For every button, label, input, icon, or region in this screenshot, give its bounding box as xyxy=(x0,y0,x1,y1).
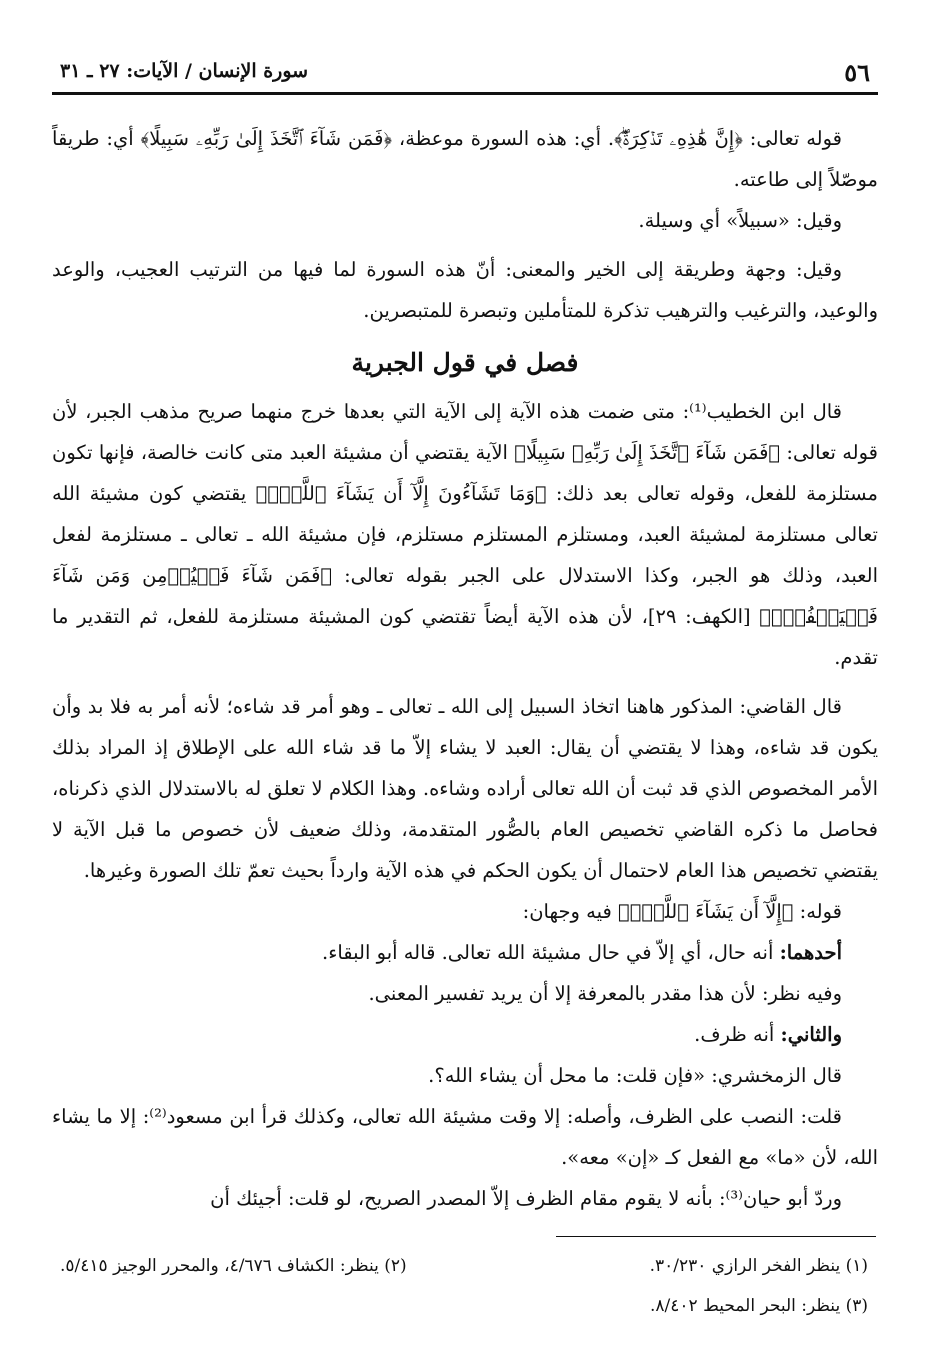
paragraph: وقيل: وجهة وطريقة إلى الخير والمعنى: أنّ هذه السورة لما فيها من الترتيب العجيب، والوعد والوعيد، والترغيب والترهيب تذكرة للمتأملين وتبصرة للمتبصرين. xyxy=(52,258,878,322)
footnote-row xyxy=(60,1246,868,1286)
paragraph: وردّ أبو حيان⁽³⁾: بأنه لا يقوم مقام الظرف إلاّ المصدر الصريح، لو قلت: أجيئك أن xyxy=(210,1187,842,1210)
paragraph: قوله تعالى: ﴿إِنَّ هَٰذِهِۦ تَذۡكِرَةٌۖ﴾. أي: هذه السورة موعظة، ﴿فَمَن شَآءَ ٱتَّخَذَ إِلَىٰ رَبِّهِۦ سَبِيلًا﴾ أي: طريقاً موصّلاً إلى طاعته. xyxy=(52,127,878,191)
paragraph: قال القاضي: المذكور هاهنا اتخاذ السبيل إلى الله ـ تعالى ـ وهو أمر قد شاءه؛ لأنه أمر به فلا بد وأن يكون قد شاءه، وهذا لا يقتضي أن يقال: العبد لا يشاء إلاّ ما قد شاء الله على الإطلاق إذ المراد بذلك الأمر المخصوص الذي قد ثبت أن الله تعالى أراده وشاءه. وهذا الكلام لا تعلق له بالاستدلال الذي ذكرناه، فحاصل ما ذكره القاضي تخصيص العام بالصُّور المتقدمة، وذلك ضعيف لأن خصوص ما قبل الآية لا يقتضي تخصيص هذا العام لاحتمال أن يكون الحكم في هذه الآية وارداً بحيث تعمّ تلك الصورة وغيرها. xyxy=(52,695,878,882)
paragraph: قال ابن الخطيب⁽¹⁾: متى ضمت هذه الآية إلى الآية التي بعدها خرج منهما صريح مذهب الجبر، لأن قوله تعالى: ﴿فَمَن شَآءَ ٱتَّخَذَ إِلَىٰ رَبِّهِۦ سَبِيلًا﴾ الآية يقتضي أن مشيئة العبد متى كانت خالصة، فإنها تكون مستلزمة للفعل، وقوله تعالى بعد ذلك: ﴿وَمَا تَشَآءُونَ إِلَّآ أَن يَشَآءَ ٱللَّهُۚ﴾ يقتضي كون مشيئة الله تعالى مستلزمة لمشيئة العبد، ومستلزم المستلزم مستلزم، فإن مشيئة الله ـ تعالى ـ مستلزمة لفعل العبد، وذلك هو الجبر، وكذا الاستدلال على الجبر بقوله تعالى: ﴿فَمَن شَآءَ فَلۡيُؤۡمِن وَمَن شَآءَ فَلۡيَكۡفُرۡۚ﴾ [الكهف: ٢٩]، لأن هذه الآية أيضاً تقتضي كون المشيئة مستلزمة للفعل، ثم التقدير ما تقدم. xyxy=(52,400,878,669)
first-text: أنه حال، أي إلاّ في حال مشيئة الله تعالى. قاله أبو البقاء. xyxy=(322,941,780,964)
paragraph: قال الزمخشري: «فإن قلت: ما محل أن يشاء الله؟. xyxy=(428,1064,842,1087)
footnote-separator xyxy=(556,1236,876,1237)
paragraph xyxy=(52,1014,878,1055)
footnote-2: (٢) ينظر: الكشاف ٤/٦٧٦، والمحرر الوجيز ٥/٤١٥. xyxy=(60,1256,407,1276)
paragraph: وقيل: «سبيلاً» أي وسيلة. xyxy=(638,209,842,232)
body-text xyxy=(52,118,878,1219)
running-header xyxy=(52,52,878,95)
second-label: والثاني: xyxy=(780,1023,842,1046)
paragraph: قوله: ﴿إِلَّآ أَن يَشَآءَ ٱللَّهُۚ﴾ فيه وجهان: xyxy=(522,900,842,923)
second-text: أنه ظرف. xyxy=(694,1023,781,1046)
paragraph: قلت: النصب على الظرف، وأصله: إلا وقت مشيئة الله تعالى، وكذلك قرأ ابن مسعود⁽²⁾: إلا ما يشاء الله، لأن «ما» مع الفعل كـ «إن» معه». xyxy=(52,1105,878,1169)
footnote-1: (١) ينظر الفخر الرازي ٣٠/٢٣٠. xyxy=(649,1256,868,1276)
running-title: سورة الإنسان / الآيات: ٢٧ ـ ٣١ xyxy=(60,60,309,82)
section-heading: فصل في قول الجبرية xyxy=(351,348,579,377)
footnote-3: (٣) ينظر: البحر المحيط ٨/٤٠٢. xyxy=(650,1296,868,1316)
paragraph xyxy=(52,932,878,973)
first-label: أحدهما: xyxy=(779,941,842,964)
footnotes xyxy=(60,1246,868,1326)
page-number: ٥٦ xyxy=(844,58,870,87)
paragraph: وفيه نظر: لأن هذا مقدر بالمعرفة إلا أن يريد تفسير المعنى. xyxy=(368,982,842,1005)
